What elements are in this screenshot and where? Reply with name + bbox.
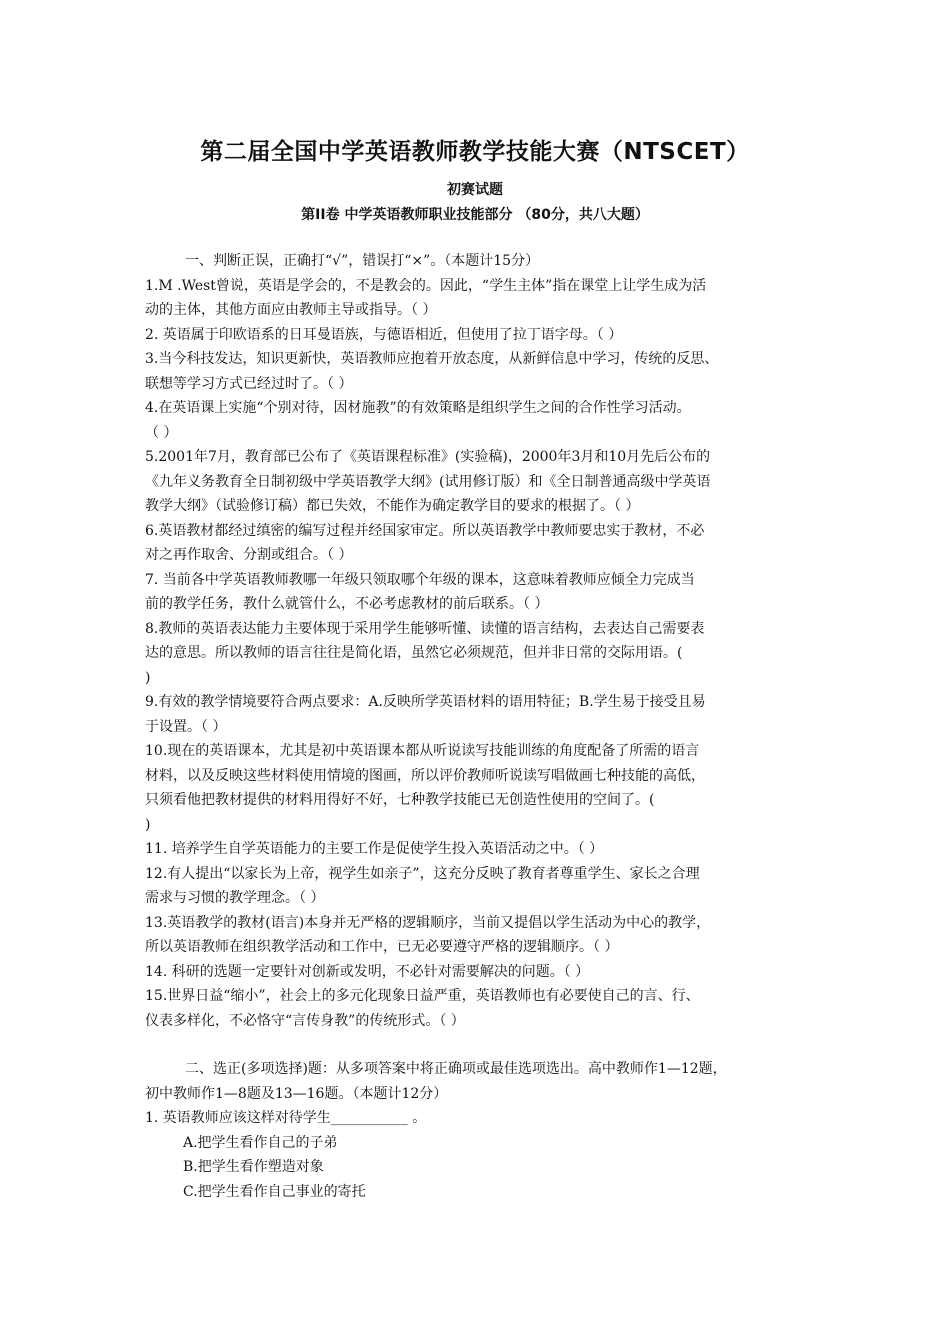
option-a: A.把学生看作自己的子弟 <box>183 1134 338 1151</box>
text-line: 对之再作取舍、分割或组合。（ ） <box>145 547 353 563</box>
text-line: 达的意思。所以教师的语言往往是简化语，虽然它必须规范，但并非日常的交际用语。( <box>145 645 683 661</box>
question-1: 1. 英语教师应该这样对待学生___________ 。 <box>145 1110 427 1126</box>
text-line: （ ） <box>145 424 178 441</box>
text-line: 5.2001年7月，教育部已公布了《英语课程标准》(实验稿)，2000年3月和10月先后公布的 <box>145 449 711 465</box>
text-line: 7. 当前各中学英语教师教哪一年级只领取哪个年级的课本，这意味着教师应倾全力完成当 <box>145 571 695 588</box>
text-line: ) <box>145 816 151 833</box>
text-line: 4.在英语课上实施“个别对待，因材施教”的有效策略是组织学生之间的合作性学习活动。 <box>145 400 691 416</box>
option-c: C.把学生看作自己事业的寄托 <box>183 1183 366 1200</box>
text-line: 需求与习惯的教学理念。（ ） <box>145 890 325 906</box>
text-line: 6.英语教材都经过缜密的编写过程并经国家审定。所以英语教学中教师要忠实于教材，不必 <box>145 522 705 539</box>
text-line: 《九年义务教育全日制初级中学英语教学大纲》(试用修订版）和《全日制普通高级中学英语 <box>145 473 711 490</box>
text-line: 材料，以及反映这些材料使用情境的图画，所以评价教师听说读写唱做画七种技能的高低， <box>145 767 705 784</box>
document-subtitle: 初赛试题 <box>447 182 503 198</box>
text-line: 1.M .West曾说，英语是学会的，不是教会的。因此，“学生主体”指在课堂上让学生成为活 <box>145 277 707 294</box>
text-line: ) <box>145 669 151 686</box>
text-line: 前的教学任务，教什么就管什么，不必考虑教材的前后联系。（ ） <box>145 596 549 612</box>
section-title: 第II卷 中学英语教师职业技能部分 （80分，共八大题） <box>301 207 649 223</box>
text-line: 只须看他把教材提供的材料用得好不好，七种教学技能已无创造性使用的空间了。( <box>145 792 655 808</box>
text-line: 教学大纲》（试验修订稿）都已失效，不能作为确定教学目的要求的根据了。（ ） <box>145 498 640 514</box>
part1-heading: 一、判断正误，正确打“√”，错误打“×”。（本题计15分） <box>185 253 540 269</box>
text-line: 于设置。（ ） <box>145 718 227 735</box>
text-line: 2. 英语属于印欧语系的日耳曼语族，与德语相近，但使用了拉丁语字母。（ ） <box>145 326 623 343</box>
text-line: 8.教师的英语表达能力主要体现于采用学生能够听懂、读懂的语言结构，去表达自己需要表 <box>145 620 705 637</box>
text-line: 15.世界日益“缩小”，社会上的多元化现象日益严重，英语教师也有必要使自己的言、行、 <box>145 988 700 1004</box>
text-line: 3.当今科技发达，知识更新快，英语教师应抱着开放态度，从新鲜信息中学习，传统的反思、 <box>145 351 719 367</box>
text-line: 所以英语教师在组织教学活动和工作中，已无必要遵守严格的逻辑顺序。（ ） <box>145 939 619 955</box>
text-line: 11. 培养学生自学英语能力的主要工作是促使学生投入英语活动之中。（ ） <box>145 841 604 857</box>
text-line: 联想等学习方式已经过时了。（ ） <box>145 375 353 392</box>
text-line: 13.英语教学的教材(语言)本身并无严格的逻辑顺序，当前又提倡以学生活动为中心的教学， <box>145 914 711 931</box>
document-title: 第二届全国中学英语教师教学技能大赛（NTSCET） <box>200 139 750 165</box>
part2-heading-cont: 初中教师作1—8题及13—16题。（本题计12分） <box>145 1085 448 1102</box>
text-line: 9.有效的教学情境要符合两点要求：A.反映所学英语材料的语用特征；B.学生易于接受且易 <box>145 694 706 710</box>
section-gap <box>145 1033 820 1057</box>
text-line: 14. 科研的选题一定要针对创新或发明，不必针对需要解决的问题。（ ） <box>145 963 590 980</box>
text-line: 12.有人提出“以家长为上帝，视学生如亲子”，这充分反映了教育者尊重学生、家长之合理 <box>145 865 700 882</box>
part2-heading: 二、选正(多项选择)题：从多项答案中将正确项或最佳选项选出。高中教师作1—12题， <box>185 1061 727 1077</box>
text-line: 动的主体，其他方面应由教师主导或指导。（ ） <box>145 302 437 318</box>
option-b: B.把学生看作塑造对象 <box>183 1159 324 1175</box>
text-line: 仪表多样化，不必恪守“言传身教”的传统形式。（ ） <box>145 1012 465 1029</box>
text-line: 10.现在的英语课本，尤其是初中英语课本都从听说读写技能训练的角度配备了所需的语言 <box>145 743 700 759</box>
document-body <box>145 249 820 1204</box>
